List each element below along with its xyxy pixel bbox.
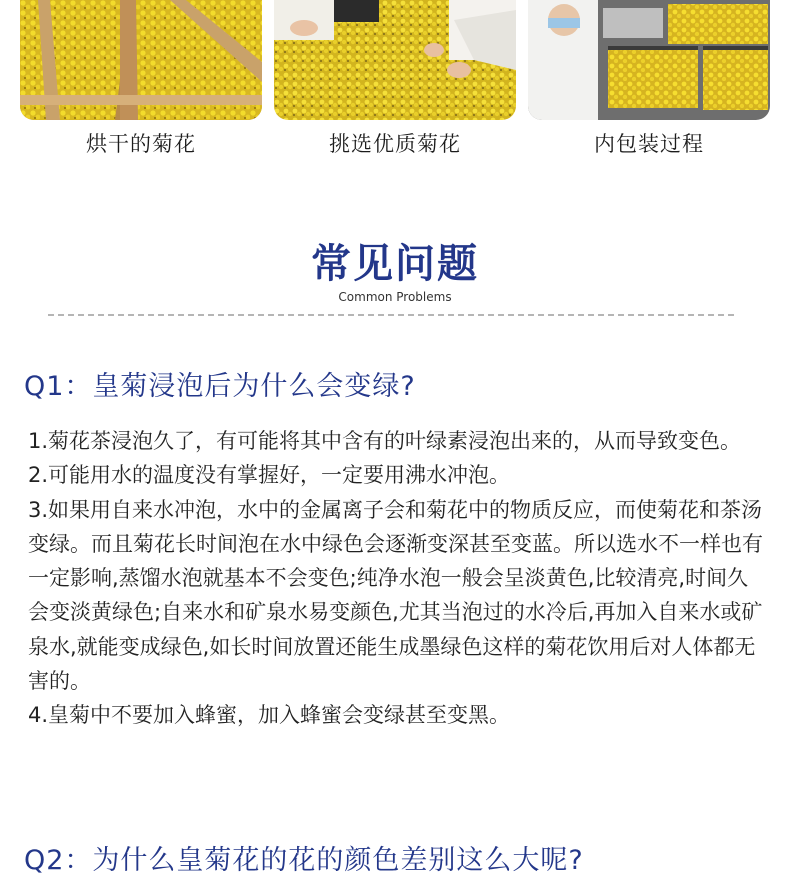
answer-paragraph: 2.可能用水的温度没有掌握好，一定要用沸水冲泡。 — [28, 463, 511, 488]
photo-caption: 内包装过程 — [594, 132, 704, 156]
answer-paragraph: 3.如果用自来水冲泡，水中的金属离子会和菊花中的物质反应，而使菊花和茶汤变绿。而且菊花长时间泡在水中绿色会逐渐变深甚至变蓝。所以选水不一样也有一定影响,蒸馏水泡就基本不会变色;纯净水泡一般会呈淡黄色,比较清亮,时间久会变淡黄绿色;自来水和矿泉水易变颜色,尤其当泡过的水冷后,再加入自来水或矿泉水,就能变成绿色,如长时间放置还能生成墨绿色这样的菊花饮用后对人体都无害的。 — [28, 497, 763, 694]
photo-caption: 挑选优质菊花 — [329, 132, 461, 156]
answer-paragraph: 4.皇菊中不要加入蜂蜜，加入蜂蜜会变绿甚至变黑。 — [28, 703, 511, 728]
question-title: Q1：皇菊浸泡后为什么会变绿? — [24, 371, 416, 402]
inner-packaging-photo — [528, 0, 770, 120]
section-title: 常见问题 — [311, 241, 479, 287]
answer-body — [28, 424, 768, 733]
section-divider — [48, 314, 734, 316]
sorting-chrysanthemum-photo — [274, 0, 516, 120]
section-subtitle: Common Problems — [338, 290, 452, 304]
photo-caption: 烘干的菊花 — [86, 132, 196, 156]
photo-gallery — [0, 0, 790, 160]
next-question-title: Q2：为什么皇菊花的花的颜色差别这么大呢? — [24, 845, 584, 876]
answer-paragraph: 1.菊花茶浸泡久了，有可能将其中含有的叶绿素浸泡出来的，从而导致变色。 — [28, 429, 742, 453]
drying-chrysanthemum-photo — [20, 0, 262, 120]
